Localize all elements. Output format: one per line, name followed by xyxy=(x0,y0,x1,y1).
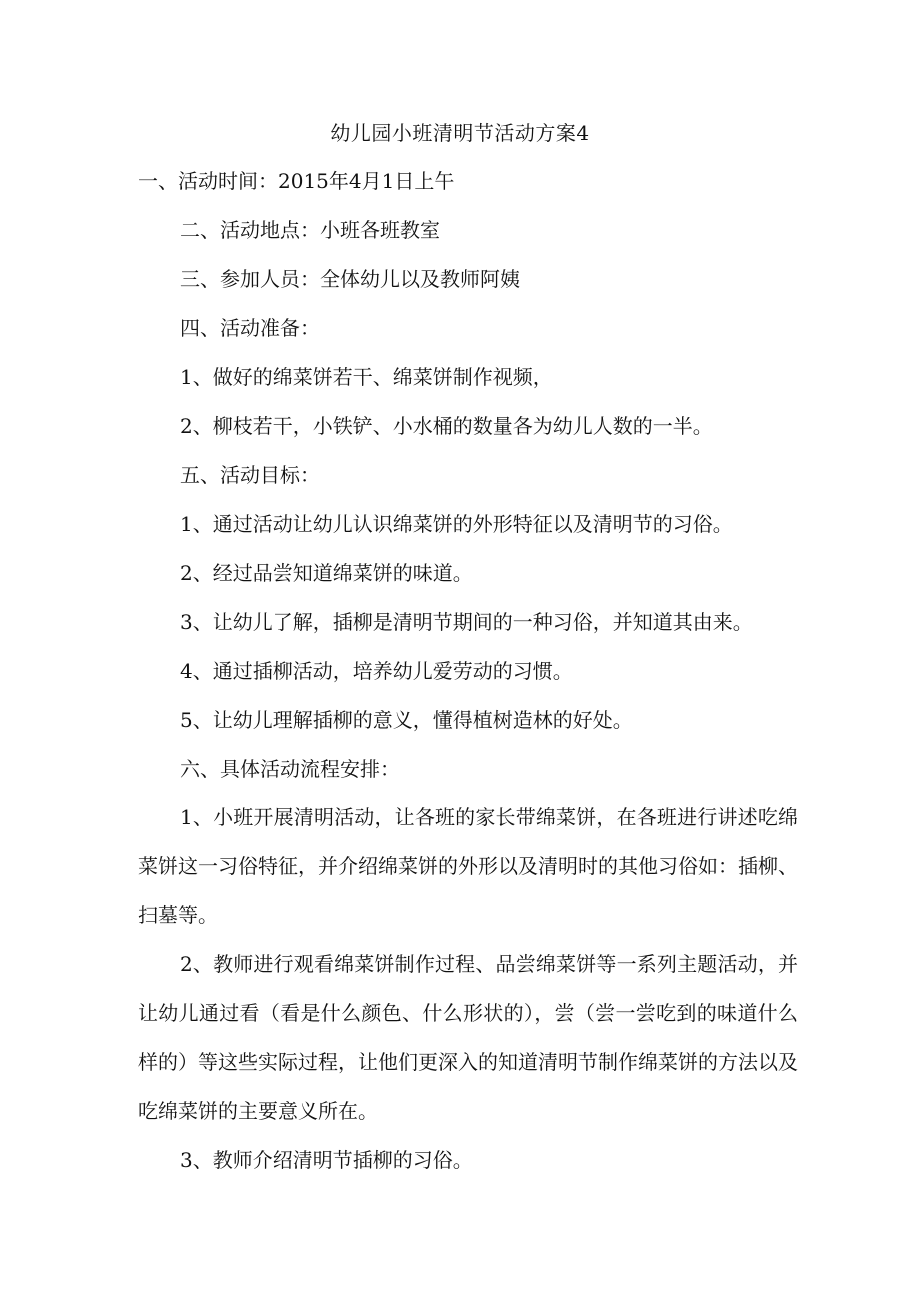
procedure-paragraph-3: 3、教师介绍清明节插柳的习俗。 xyxy=(180,1148,473,1172)
preparation-item-2: 2、柳枝若干，小铁铲、小水桶的数量各为幼儿人数的一半。 xyxy=(180,414,713,438)
procedure-paragraph-1: 1、小班开展清明活动，让各班的家长带绵菜饼，在各班进行讲述吃绵菜饼这一习俗特征，并介绍绵菜饼的外形以及清明时的其他习俗如：插柳、扫墓等。 xyxy=(138,805,798,927)
goal-item-2: 2、经过品尝知道绵菜饼的味道。 xyxy=(180,561,473,585)
goal-item-4: 4、通过插柳活动，培养幼儿爱劳动的习惯。 xyxy=(180,659,573,683)
document-title: 幼儿园小班清明节活动方案4 xyxy=(330,121,590,145)
section-preparation-heading: 四、活动准备： xyxy=(180,316,320,340)
goal-item-5: 5、让幼儿理解插柳的意义，懂得植树造林的好处。 xyxy=(180,708,633,732)
section-procedure-heading: 六、具体活动流程安排： xyxy=(180,757,400,781)
section-time: 一、活动时间：2015年4月1日上午 xyxy=(138,169,455,193)
goal-item-1: 1、通过活动让幼儿认识绵菜饼的外形特征以及清明节的习俗。 xyxy=(180,512,733,536)
goal-item-3: 3、让幼儿了解，插柳是清明节期间的一种习俗，并知道其由来。 xyxy=(180,610,753,634)
section-location: 二、活动地点：小班各班教室 xyxy=(180,218,440,242)
procedure-paragraph-2: 2、教师进行观看绵菜饼制作过程、品尝绵菜饼等一系列主题活动，并让幼儿通过看（看是什么颜色、什么形状的），尝（尝一尝吃到的味道什么样的）等这些实际过程，让他们更深入的知道清明节制作绵菜饼的方法以及吃绵菜饼的主要意义所在。 xyxy=(138,952,798,1123)
section-goals-heading: 五、活动目标： xyxy=(180,463,320,487)
section-participants: 三、参加人员：全体幼儿以及教师阿姨 xyxy=(180,267,520,291)
preparation-item-1: 1、做好的绵菜饼若干、绵菜饼制作视频， xyxy=(180,365,553,389)
